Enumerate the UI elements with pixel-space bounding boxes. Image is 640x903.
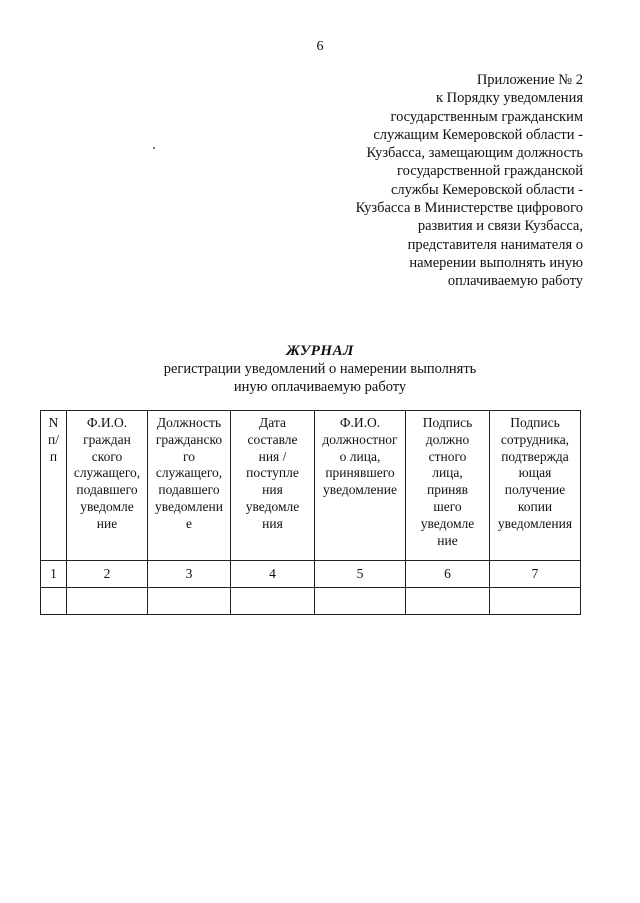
page-number: 6 [316,39,324,54]
header-cell-line: уведомле [420,515,475,531]
appendix-line: государственной гражданской [397,163,583,180]
empty-cell [406,588,490,615]
header-cell-line: Подпись [422,415,473,430]
column-number-cell: 2 [67,561,148,588]
appendix-line: государственным гражданским [390,108,583,125]
journal-subtitle [0,361,640,396]
header-cell-line: шего [433,498,462,514]
header-cell-line: ния / [258,448,287,464]
header-cell-line: поступле [246,465,299,481]
header-cell-line: получение [504,482,566,498]
appendix-line: Кузбасса в Министерстве цифрового [355,200,583,217]
header-cell-line: уведомле [245,498,300,514]
empty-table-row [41,588,581,615]
appendix-line: оплачиваемую работу [447,273,583,290]
header-cell-line: сотрудника, [500,431,570,447]
header-cell-line: лица, [432,465,463,481]
header-cell-line: служащего, [73,465,141,481]
header-cell-line: приняв [426,482,468,498]
header-cell-line: гражданско [155,431,223,447]
empty-cell [67,588,148,615]
header-cell-line: Ф.И.О. [339,415,381,430]
header-cell-line: составле [247,431,298,447]
header-cell-employee-name [67,411,148,561]
header-cell-line: Подпись [510,415,560,430]
header-cell-line: подавшего [158,482,220,498]
empty-cell [315,588,406,615]
journal-subtitle-line: иную оплачиваемую работу [233,378,407,395]
appendix-line: Кузбасса, замещающим должность [366,145,583,162]
header-cell-line: служащего, [155,465,223,481]
appendix-line: намерении выполнять иную [409,254,583,271]
header-cell-line: ющая [518,465,552,481]
header-cell-line: го [183,448,195,464]
header-cell-line: подтвержда [501,448,569,464]
journal-subtitle-line: регистрации уведомлений о намерении выполнять [163,361,477,377]
header-cell-line: п/ [48,431,59,447]
journal-table [40,410,581,615]
column-number-row [41,561,581,588]
column-number-cell: 4 [231,561,315,588]
column-number-cell: 5 [315,561,406,588]
header-cell-line: уведомлени [155,498,223,514]
header-cell-line: о лица, [339,448,381,464]
appendix-line: представителя нанимателя о [407,236,583,253]
journal-title: ЖУРНАЛ [286,343,354,359]
header-cell-line: должно [425,431,470,447]
header-cell-official-signature [406,411,490,561]
header-cell-line: уведомления [497,515,573,531]
header-cell-line: уведомле [80,498,134,514]
header-cell-line: копии [517,498,553,514]
scan-dot [153,147,155,149]
empty-cell [231,588,315,615]
header-cell-line: принявшего [325,465,395,481]
header-cell-line: ского [91,448,123,464]
appendix-line: служащим Кемеровской области - [373,126,583,143]
header-cell-line: должностног [322,431,398,447]
header-cell-official-name [315,411,406,561]
header-cell-line: е [186,515,192,531]
appendix-header [283,71,583,291]
header-cell-line: п [49,448,58,464]
column-number-cell: 3 [148,561,231,588]
table-header-row [41,411,581,561]
appendix-line: службы Кемеровской области - [390,181,583,198]
header-cell-line: уведомление [323,482,397,498]
header-cell-line: ния [262,482,283,498]
header-cell-line: стного [428,448,467,464]
header-cell-line: ние [437,532,458,548]
header-cell-line: N [48,415,59,430]
column-number-cell: 6 [406,561,490,588]
header-cell-line: граждан [83,431,131,447]
header-cell-number [41,411,67,561]
header-cell-line: подавшего [76,482,138,498]
appendix-line: к Порядку уведомления [435,90,583,107]
header-cell-position [148,411,231,561]
header-cell-line: Должность [156,415,222,430]
empty-cell [490,588,581,615]
empty-cell [41,588,67,615]
header-cell-date [231,411,315,561]
empty-cell [148,588,231,615]
header-cell-line: ние [96,515,118,531]
appendix-line: развития и связи Кузбасса, [417,218,583,235]
appendix-line: Приложение № 2 [476,72,583,88]
column-number-cell: 1 [41,561,67,588]
column-number-cell: 7 [490,561,581,588]
header-cell-line: Дата [259,415,286,430]
header-cell-line: ния [262,515,283,531]
header-cell-employee-signature [490,411,581,561]
header-cell-line: Ф.И.О. [86,415,128,430]
